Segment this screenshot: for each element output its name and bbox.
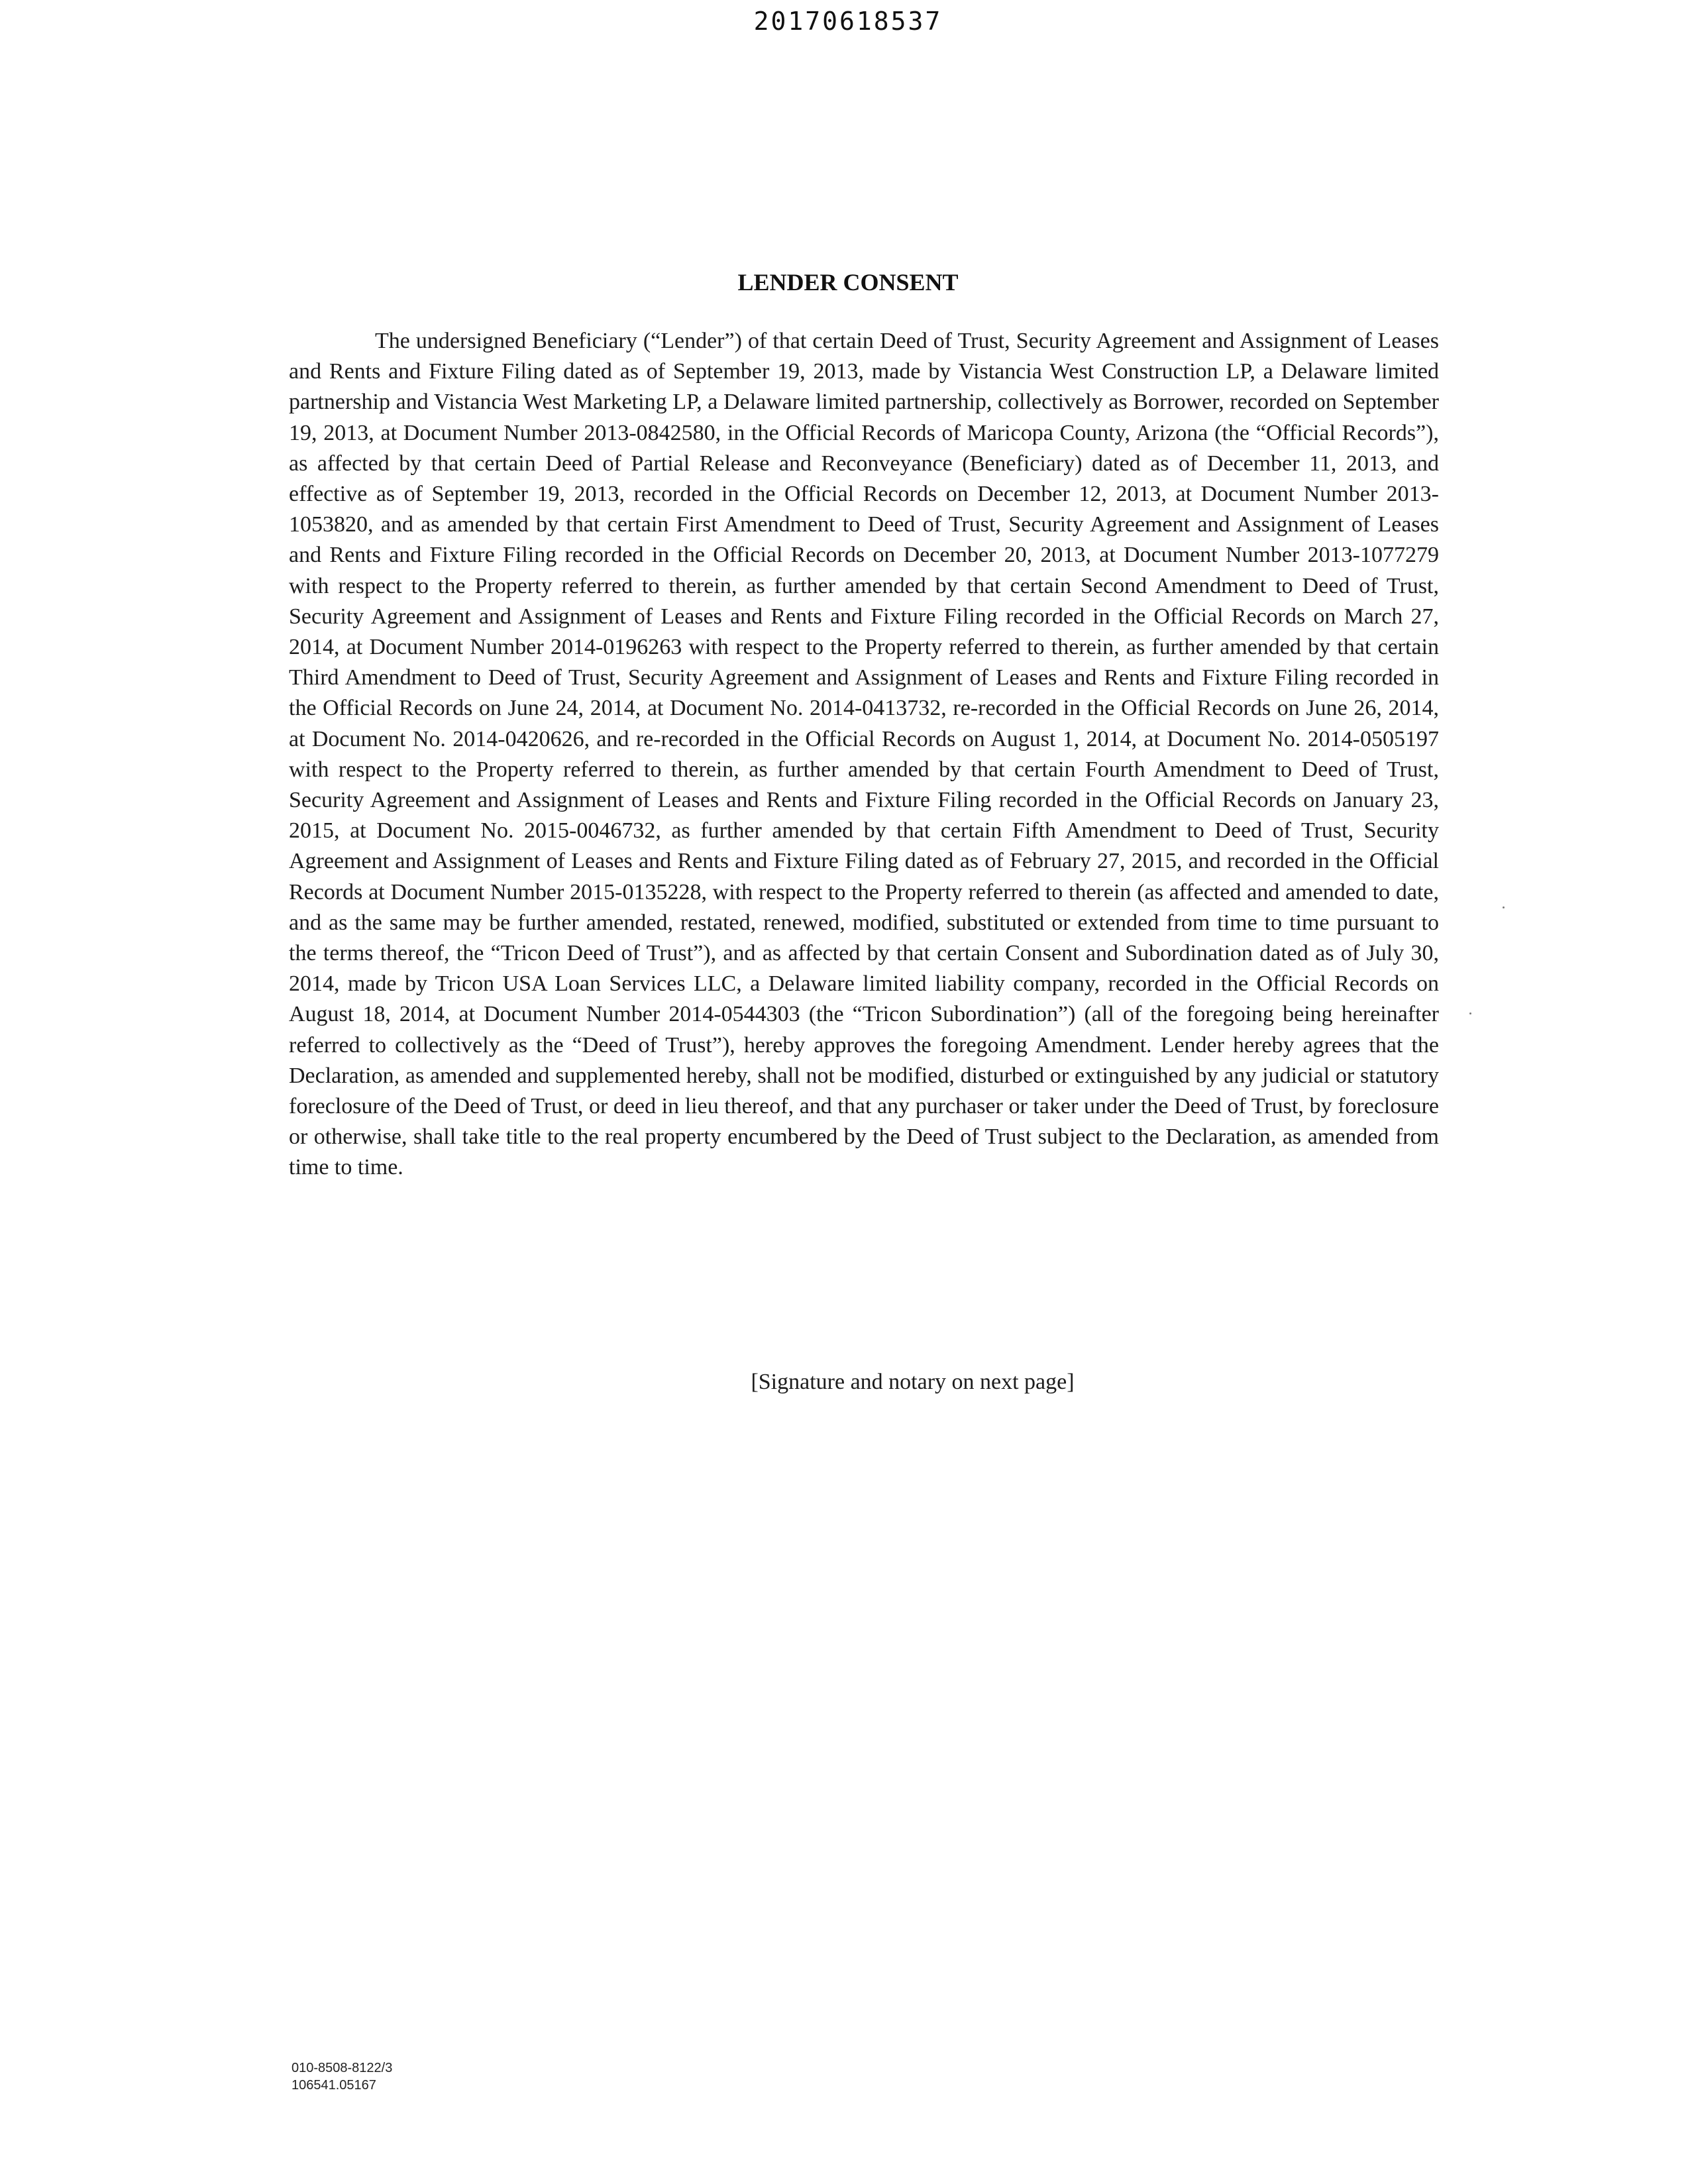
consent-paragraph: The undersigned Beneficiary (“Lender”) of that certain Deed of Trust, Security Agreement and Assignment of Leases and Rents and Fixture Filing dated as of September 19, 2013, made by Vistancia West Construction LP, a Delaware limited partnership and Vistancia West Marketing LP, a Delaware limited partnership, collectively as Borrower, recorded on September 19, 2013, at Document Number 2013-0842580, in the Official Records of Maricopa County, Arizona (the “Official Records”), as affected by that certain Deed of Partial Release and Reconveyance (Beneficiary) dated as of December 11, 2013, and effective as of September 19, 2013, recorded in the Official Records on December 12, 2013, at Document Number 2013-1053820, and as amended by that certain First Amendment to Deed of Trust, Security Agreement and Assignment of Leases and Rents and Fixture Filing recorded in the Official Records on December 20, 2013, at Document Number 2013-1077279 with respect to the Property referred to therein, as further amended by that certain Second Amendment to Deed of Trust, Security Agreement and Assignment of Leases and Rents and Fixture Filing recorded in the Official Records on March 27, 2014, at Document Number 2014-0196263 with respect to the Property referred to therein, as further amended by that certain Third Amendment to Deed of Trust, Security Agreement and Assignment of Leases and Rents and Fixture Filing recorded in the Official Records on June 24, 2014, at Document No. 2014-0413732, re-recorded in the Official Records on June 26, 2014, at Document No. 2014-0420626, and re-recorded in the Official Records on August 1, 2014, at Document No. 2014-0505197 with respect to the Property referred to therein, as further amended by that certain Fourth Amendment to Deed of Trust, Security Agreement and Assignment of Leases and Rents and Fixture Filing recorded in the Official Records on January 23, 2015, at Document No. 2015-0046732, as further amended by that certain Fifth Amendment to Deed of Trust, Security Agreement and Assignment of Leases and Rents and Fixture Filing dated as of February 27, 2015, and recorded in the Official Records at Document Number 2015-0135228, with respect to the Property referred to therein (as affected and amended to date, and as the same may be further amended, restated, renewed, modified, substituted or extended from time to time pursuant to the terms thereof, the “Tricon Deed of Trust”), and as affected by that certain Consent and Subordination dated as of July 30, 2014, made by Tricon USA Loan Services LLC, a Delaware limited liability company, recorded in the Official Records on August 18, 2014, at Document Number 2014-0544303 (the “Tricon Subordination”) (all of the foregoing being hereinafter referred to collectively as the “Deed of Trust”), hereby approves the foregoing Amendment. Lender hereby agrees that the Declaration, as amended and supplemented hereby, shall not be modified, disturbed or extinguished by any judicial or statutory foreclosure of the Deed of Trust, or deed in lieu thereof, and that any purchaser or taker under the Deed of Trust, by foreclosure or otherwise, shall take title to the real property encumbered by the Deed of Trust subject to the Declaration, as amended from time to time. <box>289 329 1439 1180</box>
signature-note: [Signature and notary on next page] <box>751 1370 1075 1394</box>
footer-doc-id: 010-8508-8122/3 <box>292 2061 393 2075</box>
scan-speck <box>1469 1012 1471 1014</box>
document-title: LENDER CONSENT <box>737 269 959 296</box>
recording-number: 20170618537 <box>753 7 943 36</box>
footer-matter-number: 106541.05167 <box>292 2078 376 2093</box>
scan-speck <box>1503 906 1505 908</box>
document-footer <box>292 2059 392 2094</box>
